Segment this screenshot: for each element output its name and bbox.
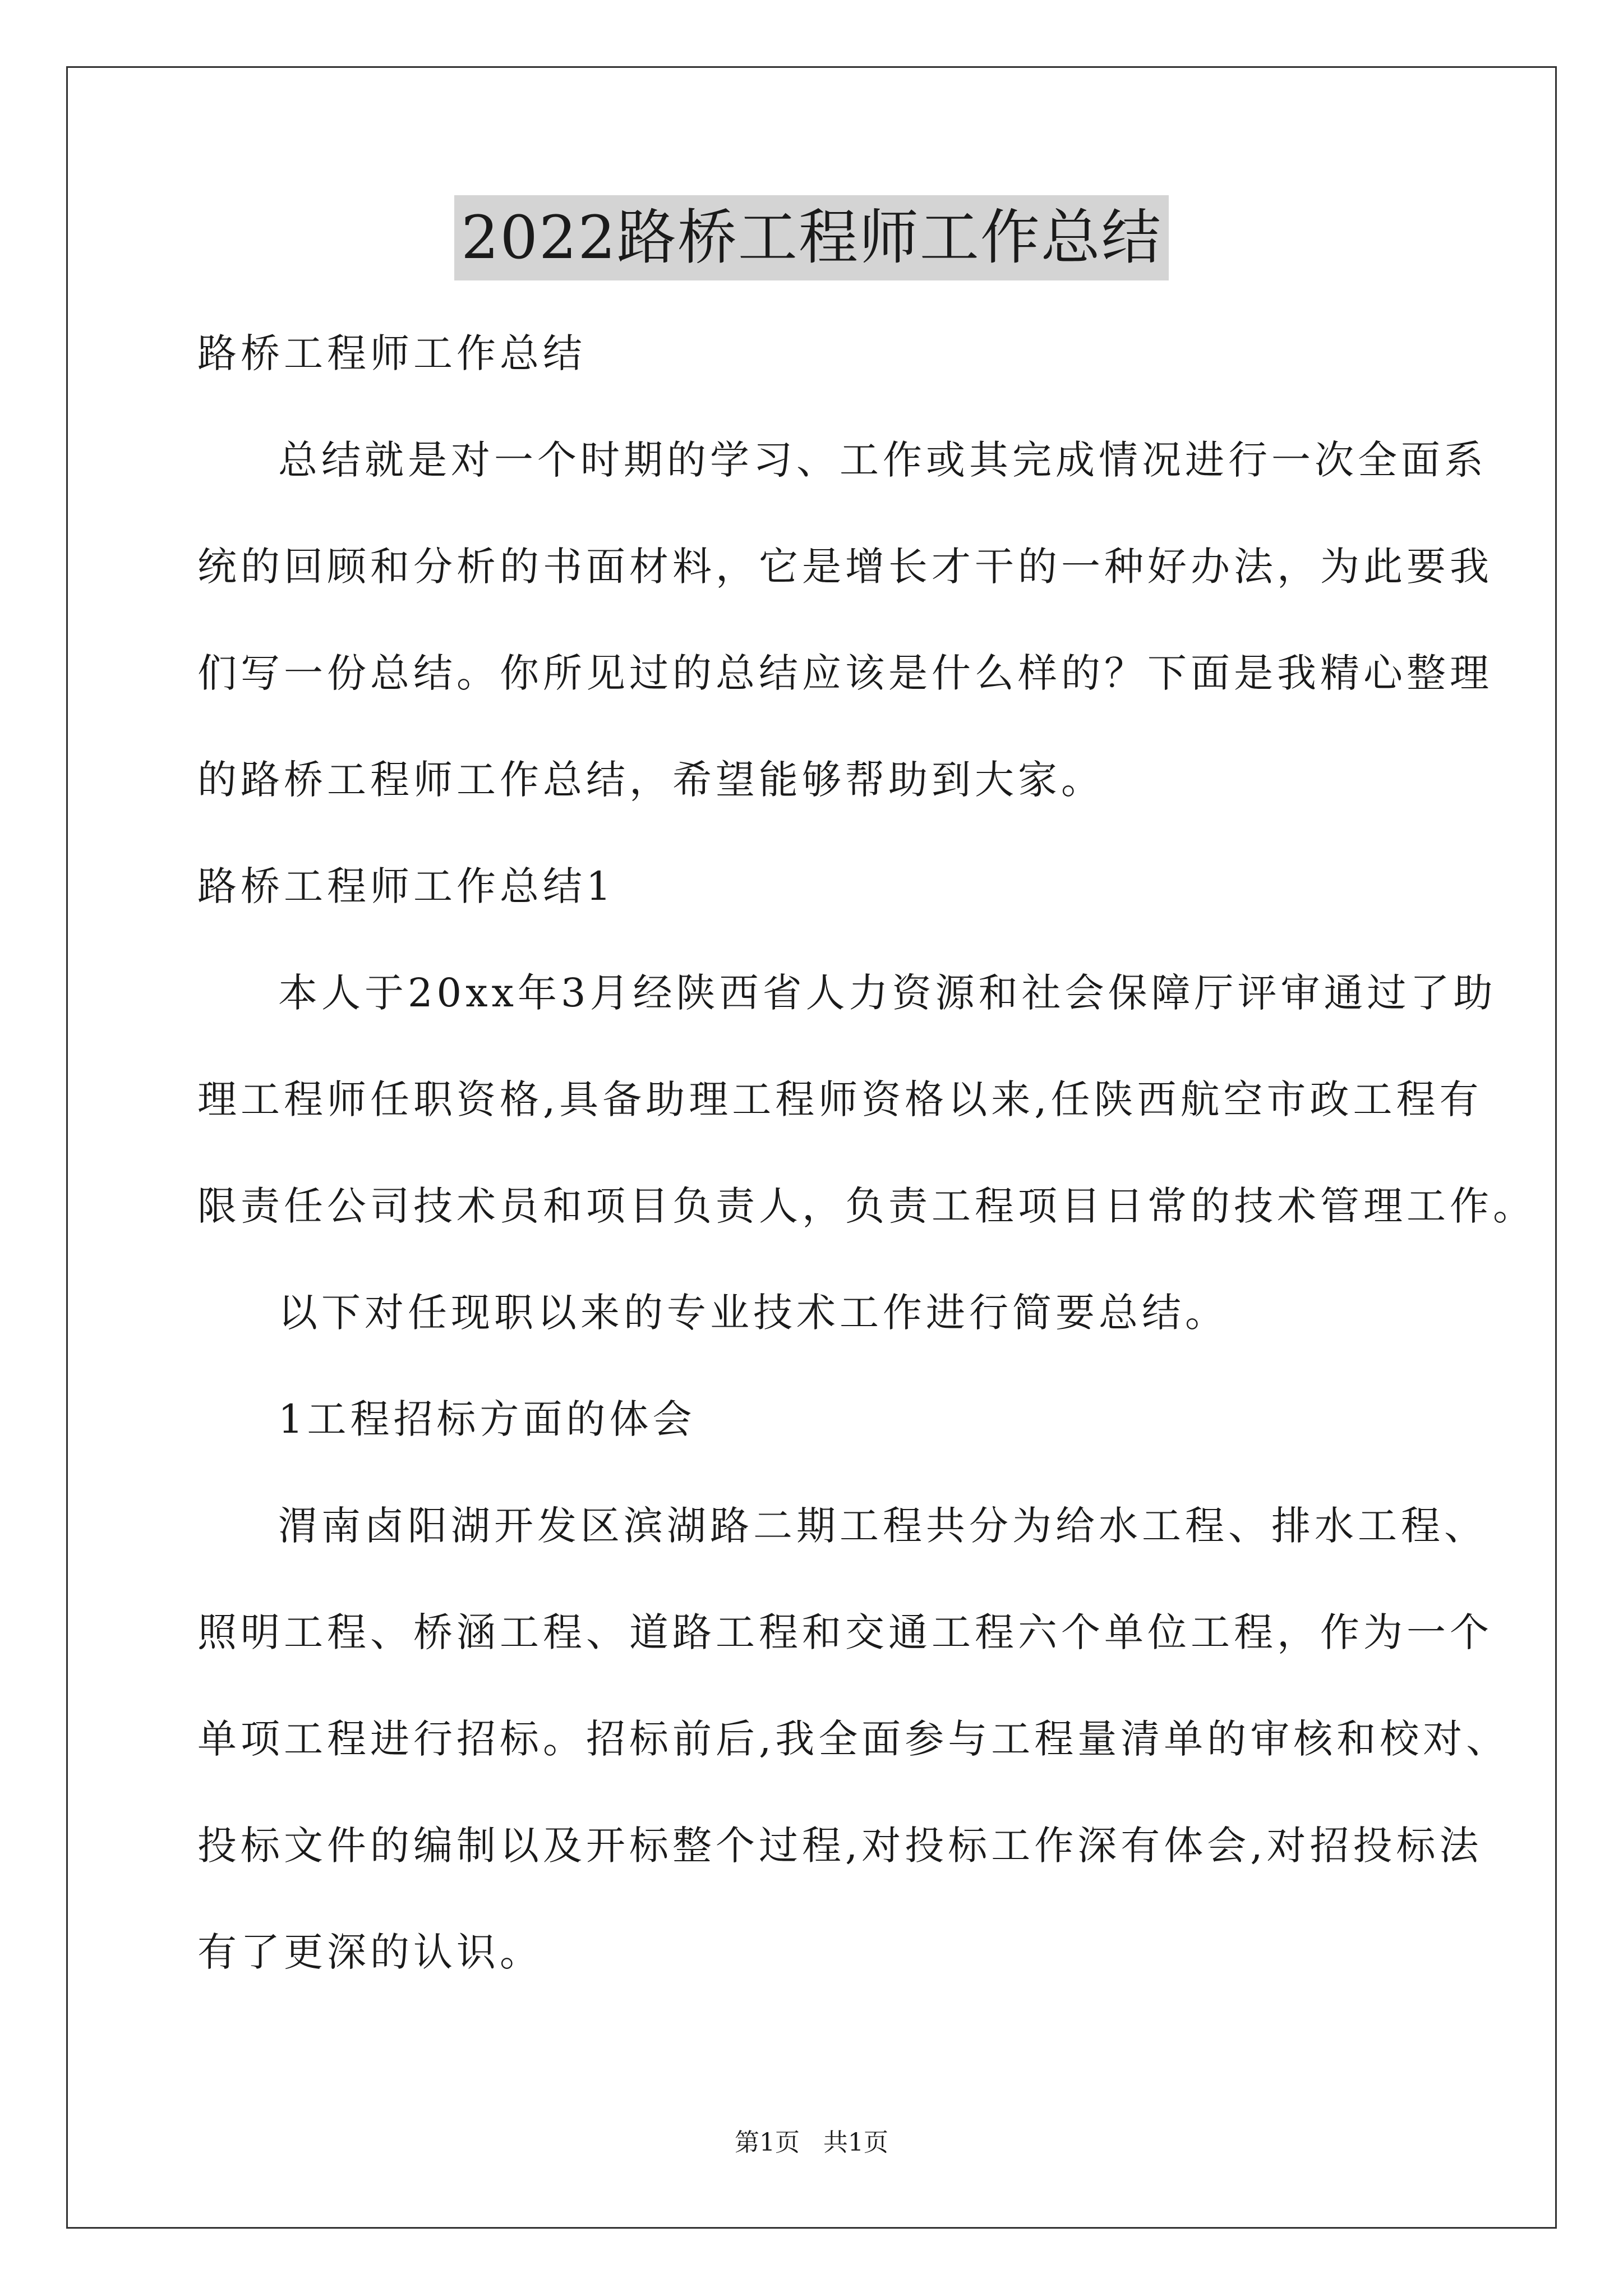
- page-total: 共1页: [823, 2128, 888, 2157]
- paragraph-line: 们写一份总结。你所见过的总结应该是什么样的？下面是我精心整理: [197, 650, 1493, 696]
- page-footer: [0, 2126, 1623, 2160]
- document-title: 2022路桥工程师工作总结: [454, 195, 1169, 280]
- paragraph-line: 单项工程进行招标。招标前后,我全面参与工程量清单的审核和校对、: [197, 1716, 1510, 1762]
- paragraph-line: 投标文件的编制以及开标整个过程,对投标工作深有体会,对招投标法: [197, 1823, 1483, 1869]
- subsection-heading: 1工程招标方面的体会: [278, 1396, 696, 1442]
- title-container: [0, 195, 1623, 280]
- paragraph-line: 照明工程、桥涵工程、道路工程和交通工程六个单位工程，作为一个: [197, 1609, 1493, 1655]
- paragraph-line: 总结就是对一个时期的学习、工作或其完成情况进行一次全面系: [278, 437, 1487, 483]
- paragraph-line: 统的回顾和分析的书面材料，它是增长才干的一种好办法，为此要我: [197, 544, 1493, 590]
- paragraph-line: 限责任公司技术员和项目负责人，负责工程项目日常的技术管理工作。: [197, 1183, 1536, 1229]
- section-heading: 路桥工程师工作总结1: [197, 863, 615, 909]
- paragraph-line: 渭南卤阳湖开发区滨湖路二期工程共分为给水工程、排水工程、: [278, 1503, 1487, 1549]
- section-heading: 路桥工程师工作总结: [197, 330, 586, 376]
- paragraph-line: 有了更深的认识。: [197, 1929, 543, 1975]
- paragraph-line: 理工程师任职资格,具备助理工程师资格以来,任陕西航空市政工程有: [197, 1076, 1483, 1122]
- page-border: [66, 66, 1557, 2229]
- page-number: 第1页: [735, 2128, 800, 2157]
- paragraph-line: 以下对任现职以来的专业技术工作进行简要总结。: [278, 1290, 1228, 1336]
- paragraph-line: 的路桥工程师工作总结，希望能够帮助到大家。: [197, 757, 1104, 803]
- paragraph-line: 本人于20xx年3月经陕西省人力资源和社会保障厅评审通过了助: [278, 970, 1497, 1016]
